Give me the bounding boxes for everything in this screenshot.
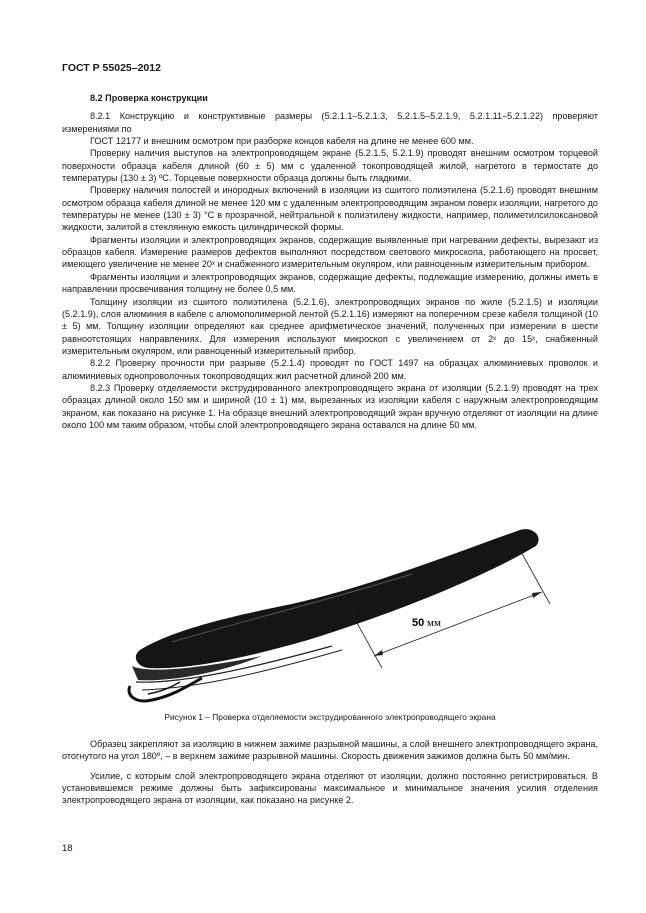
- section-title: 8.2 Проверка конструкции: [90, 93, 208, 103]
- paragraph: Фрагменты изоляции и электропроводящих экранов, содержащие дефекты, подлежащие измерению, должны иметь в направлении просвечивания толщину не более 0,5 мм.: [62, 271, 598, 295]
- screen-strip: [136, 529, 539, 668]
- dimension-label: 50 мм: [412, 617, 441, 629]
- paragraph: 8.2.1 Конструкцию и конструктивные размеры (5.2.1.1–5.2.1.3, 5.2.1.5–5.2.1.9, 5.2.1.11–5.2.1.22) проверяют измерениями по: [62, 111, 598, 134]
- paragraph: Усилие, с которым слой электропроводящего экрана отделяют от изоляции, должно постоянно регистрироваться. В установившемся режиме должны быть зафиксированы максимальное и минимальное значения усилия отделения электропроводящего экрана от изоляции, как показано на рисунке 2.: [62, 770, 598, 806]
- document-header: ГОСТ Р 55025–2012: [62, 62, 161, 74]
- paragraph: Проверку наличия выступов на электропроводящем экране (5.2.1.5, 5.2.1.9) проводят внешним осмотром торцевой поверхности образца кабеля длиной (60 ± 5) мм с удаленной токопроводящей жилой, нагретого в термостате до температуры (130 ± 3) ºС. Торцевые поверхности образца должны быть гладкими.: [62, 148, 598, 184]
- dim-arrow-right: [532, 592, 542, 598]
- dim-arrow-left: [374, 650, 383, 656]
- paragraph: Образец закрепляют за изоляцию в нижнем зажиме разрывной машины, а слой внешнего электропроводящего экрана, отогнутого на угол 180º, – в верхнем зажиме разрывной машины. Скорость движения зажимов должна быть 50 мм/мин.: [62, 739, 598, 762]
- figure-caption: Рисунок 1 – Проверка отделяемости экструдированного электропроводящего экрана: [164, 712, 496, 722]
- paragraph: ГОСТ 12177 и внешним осмотром при разборке концов кабеля на длине не менее 600 мм.: [90, 136, 474, 147]
- paragraph: Проверку наличия полостей и инородных включений в изоляции из сшитого полиэтилена (5.2.1.6) проводят внешним осмотром образца кабеля длиной не менее 120 мм с удаленным электропроводящим экраном поверх изоляции, нагретого до температуры не менее (130 ± 3) °С в прозрачной, нейтральной к полиэтилену жидкости, например, полиметилсилоксановой жидкости, залитой в стеклянную емкость цилиндрической формы.: [62, 185, 598, 233]
- page-number: 18: [62, 843, 73, 854]
- dim-extension-left: [352, 614, 382, 668]
- paragraph: 8.2.2 Проверку прочности при разрыве (5.2.1.4) проводят по ГОСТ 1497 на образцах алюминиевых проволок и алюминиевых однопроволочных токопроводящих жил расчетной длиной 200 мм.: [62, 358, 598, 381]
- paragraph: 8.2.3 Проверку отделяемости экструдированного электропроводящего экрана от изоляции (5.2.1.9) проводят на трех образцах длиной около 150 мм и шириной (10 ± 1) мм, вырезанных из изоляции кабеля с наружным электропроводящим экраном, как показано на рисунке 1. На образце внешний электропроводящий экран вручную отделяют от изоляции на длине около 100 мм таким образом, чтобы слой электропроводящего экрана оставался на длине 50 мм.: [62, 382, 598, 430]
- paragraph: Толщину изоляции из сшитого полиэтилена (5.2.1.6), электропроводящих экранов по жиле (5.2.1.5) и изоляции (5.2.1.9), слоя алюминия в кабеле с алюмополимерной лентой (5.2.1.16) измеряют на поперечном срезе кабеля толщиной (10 ± 5) мм. Толщину изоляции определяют как среднее арифметическое значений, полученных при измерении в шести равноотстоящих направлениях. Для измерения используют микроскоп с увеличением от 2ˣ до 15ˣ, снабженный измерительным окуляром, или равноценный измерительный прибор.: [62, 296, 598, 356]
- section-8-2: [62, 92, 598, 431]
- paragraph: Фрагменты изоляции и электропроводящих экранов, содержащие выявленные при нагревании дефекты, вырезают из образцов кабеля. Измерение размеров дефектов выполняют посредством светового микроскопа, работающего на просвет, имеющего увеличение не менее 20ˣ и снабженного измерительным окуляром, или равноценным измерительным прибором.: [62, 234, 598, 270]
- after-figure-text: [62, 738, 598, 814]
- figure-1-drawing: [112, 518, 572, 708]
